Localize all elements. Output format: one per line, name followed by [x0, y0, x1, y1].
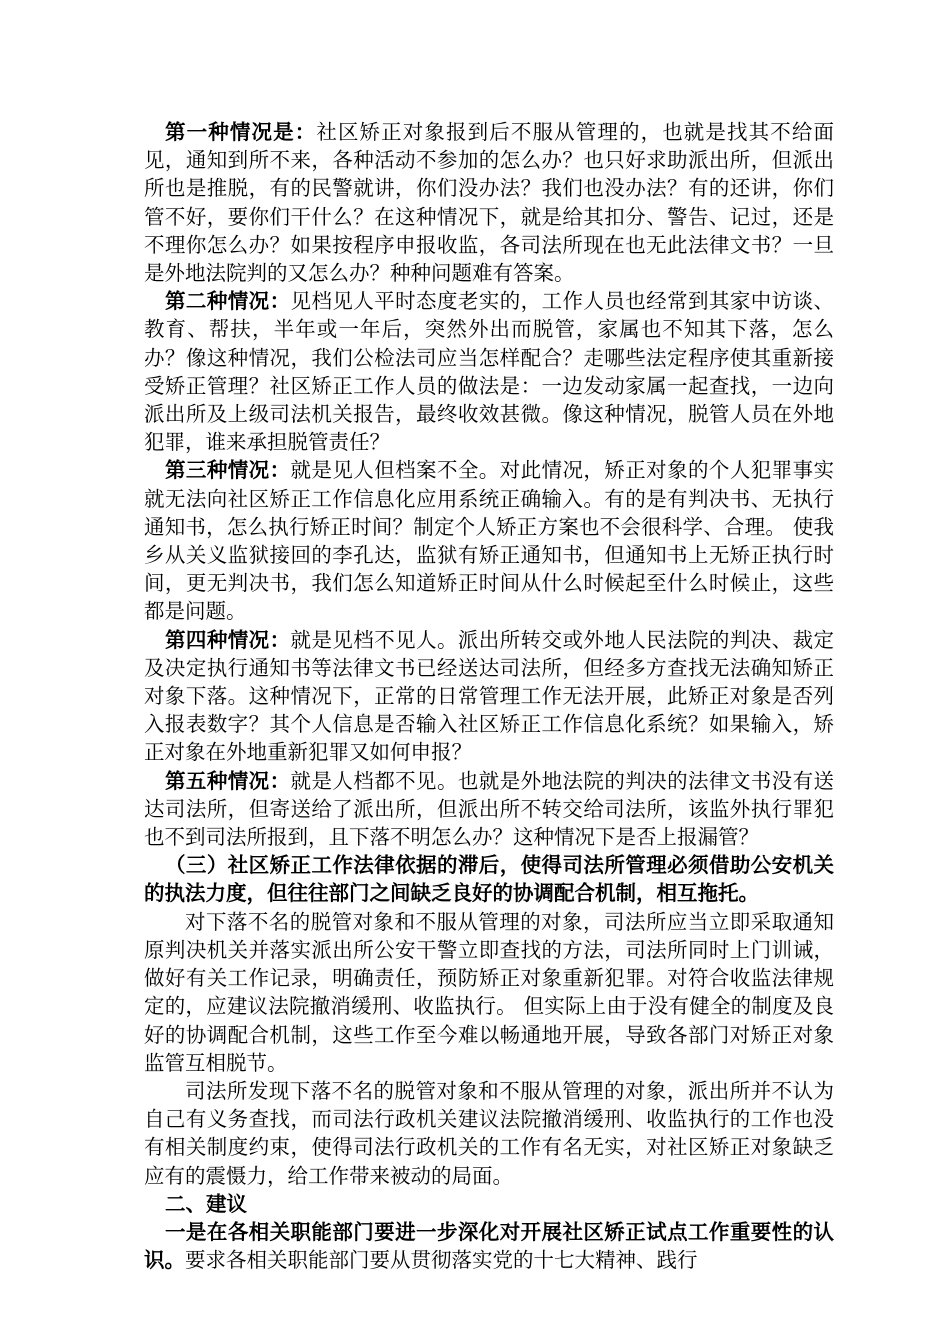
case-four-lead: 第四种情况：: [165, 627, 291, 652]
section-three-title: 社区矫正工作法律依据的滞后，使得司法所管理必须借助公安机关的执法力度，但往往部门之间缺乏良好的协调配合机制，相互拖托。: [144, 853, 835, 906]
case-two-lead: 第二种情况：: [165, 289, 291, 314]
section-two-heading: 二、建议: [165, 1191, 247, 1216]
case-three-text: 就是见人但档案不全。对此情况，矫正对象的个人犯罪事实就无法向社区矫正工作信息化应用系统正确输入。有的是有判决书、无执行通知书，怎么执行矫正时间？制定个人矫正方案也不会很科学、合理。 使我乡从关义监狱接回的李孔达，监狱有矫正通知书，但通知书上无矫正执行时间，更无判决书，我们怎么知道矫正时间从什么时候起至什么时候止，这些都是问题。: [144, 458, 835, 624]
paragraph-suggestion-one: [144, 1218, 834, 1274]
paragraph-case-four: [144, 626, 834, 767]
suggestion-one-lead: 一是在各相关职能部门要进一步深化对开展社区矫正试点工作重要性的认识。: [144, 1219, 834, 1273]
document-page: [144, 118, 834, 1274]
section-three-heading: [144, 851, 834, 907]
paragraph-case-two: [144, 287, 834, 456]
case-two-text: 见档见人平时态度老实的，工作人员也经常到其家中访谈、教育、帮扶，半年或一年后，突然外出而脱管，家属也不知其下落，怎么办？像这种情况，我们公检法司应当怎样配合？走哪些法定程序使其重新接受矫正管理？社区矫正工作人员的做法是：一边发动家属一起查找，一边向派出所及上级司法机关报告，最终收效甚微。像这种情况，脱管人员在外地犯罪，谁来承担脱管责任？: [144, 289, 835, 455]
case-three-lead: 第三种情况：: [165, 458, 291, 483]
paragraph-case-five: [144, 767, 834, 852]
suggestion-one-text: 要求各相关职能部门要从贯彻落实党的十七大精神、践行: [185, 1248, 698, 1273]
case-four-text: 就是见档不见人。派出所转交或外地人民法院的判决、裁定及决定执行通知书等法律文书已经送达司法所，但经多方查找无法确知矫正对象下落。这种情况下，正常的日常管理工作无法开展，此矫正对象是否列入报表数字？其个人信息是否输入社区矫正工作信息化系统？如果输入，矫正对象在外地重新犯罪又如何申报？: [144, 627, 835, 765]
paragraph-case-one: [144, 118, 834, 287]
case-five-lead: 第五种情况：: [165, 768, 291, 793]
case-one-text: 社区矫正对象报到后不服从管理的，也就是找其不给面见，通知到所不来，各种活动不参加的怎么办？也只好求助派出所，但派出所也是推脱，有的民警就讲，你们没办法？我们也没办法？有的还讲，你们管不好，要你们干什么？在这种情况下，就是给其扣分、警告、记过，还是不理你怎么办？如果按程序申报收监，各司法所现在也无此法律文书？一旦是外地法院判的又怎么办？种种问题难有答案。: [144, 120, 835, 286]
section-three-number: （三）: [165, 853, 228, 878]
paragraph-case-three: [144, 456, 834, 625]
case-one-lead: 第一种情况是：: [165, 120, 317, 144]
case-five-text: 就是人档都不见。也就是外地法院的判决的法律文书没有送达司法所，但寄送给了派出所，但派出所不转交给司法所，该监外执行罪犯也不到司法所报到，且下落不明怎么办？这种情况下是否上报漏管？: [144, 768, 835, 850]
paragraph-police-attitude: 司法所发现下落不名的脱管对象和不服从管理的对象，派出所并不认为自己有义务查找，而司法行政机关建议法院撤消缓刑、收监执行的工作也没有相关制度约束，使得司法行政机关的工作有名无实，对社区矫正对象缺乏应有的震慑力，给工作带来被动的局面。: [144, 1078, 834, 1188]
paragraph-response: 对下落不名的脱管对象和不服从管理的对象，司法所应当立即采取通知原判决机关并落实派出所公安干警立即查找的方法，司法所同时上门训诫，做好有关工作记录，明确责任，预防矫正对象重新犯罪。对符合收监法律规定的，应建议法院撤消缓刑、收监执行。 但实际上由于没有健全的制度及良好的协调配合机制，这些工作至今难以畅通地开展，导致各部门对矫正对象监管互相脱节。: [144, 909, 834, 1075]
